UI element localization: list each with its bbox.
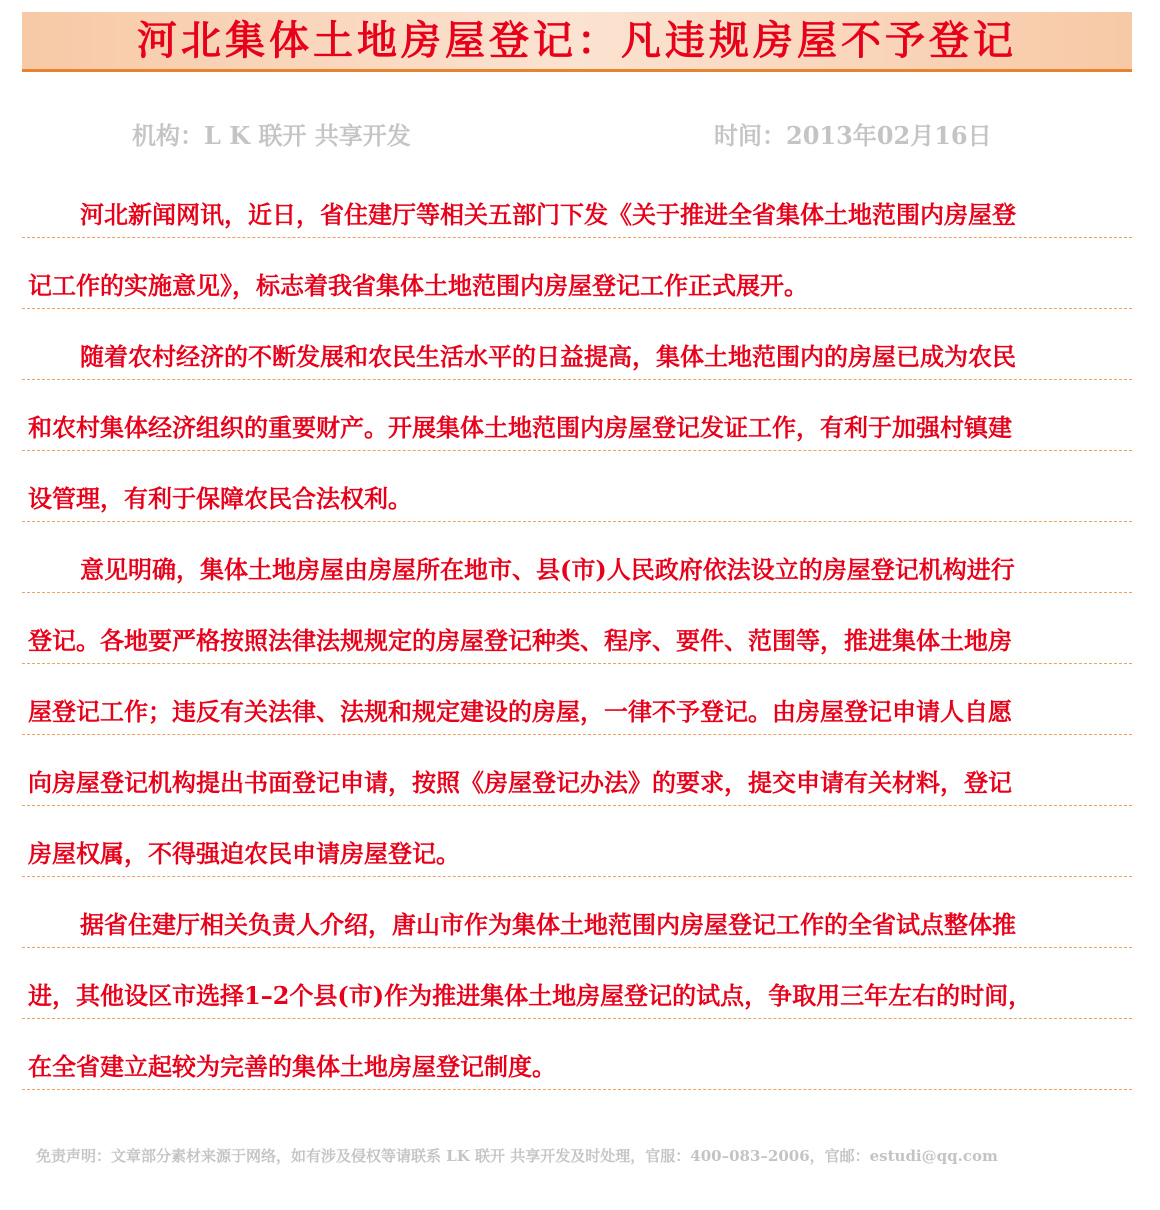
- article-line: 进，其他设区市选择1–2个县(市)作为推进集体土地房屋登记的试点，争取用三年左右的时间，: [22, 948, 1132, 1019]
- article-line: 意见明确，集体土地房屋由房屋所在地市、县(市)人民政府依法设立的房屋登记机构进行: [22, 522, 1132, 593]
- article-line: 记工作的实施意见》，标志着我省集体土地范围内房屋登记工作正式展开。: [22, 238, 1132, 309]
- disclaimer-text: 免责声明：文章部分素材来源于网络，如有涉及侵权等请联系 LK 联开 共享开发及时处理，官服：400–083–2006，官邮：estudi@qq.com: [36, 1147, 998, 1165]
- article-body: [22, 167, 1132, 1090]
- article-line: 向房屋登记机构提出书面登记申请，按照《房屋登记办法》的要求，提交申请有关材料，登记: [22, 735, 1132, 806]
- article-line: 在全省建立起较为完善的集体土地房屋登记制度。: [22, 1019, 1132, 1090]
- publish-time: 时间：2013年02月16日: [714, 121, 992, 150]
- page-title: 河北集体土地房屋登记：凡违规房屋不予登记: [137, 16, 1017, 64]
- article-line: 随着农村经济的不断发展和农民生活水平的日益提高，集体土地范围内的房屋已成为农民: [22, 309, 1132, 380]
- article-line: 据省住建厅相关负责人介绍，唐山市作为集体土地范围内房屋登记工作的全省试点整体推: [22, 877, 1132, 948]
- title-banner: [22, 12, 1132, 72]
- article-line: 河北新闻网讯，近日，省住建厅等相关五部门下发《关于推进全省集体土地范围内房屋登: [22, 167, 1132, 238]
- article-line: 房屋权属，不得强迫农民申请房屋登记。: [22, 806, 1132, 877]
- article-line: 登记。各地要严格按照法律法规规定的房屋登记种类、程序、要件、范围等，推进集体土地房: [22, 593, 1132, 664]
- article-line: 设管理，有利于保障农民合法权利。: [22, 451, 1132, 522]
- org-label: 机构：L K 联开 共享开发: [132, 121, 411, 150]
- article-line: 和农村集体经济组织的重要财产。开展集体土地范围内房屋登记发证工作，有利于加强村镇建: [22, 380, 1132, 451]
- article-line: 屋登记工作；违反有关法律、法规和规定建设的房屋，一律不予登记。由房屋登记申请人自愿: [22, 664, 1132, 735]
